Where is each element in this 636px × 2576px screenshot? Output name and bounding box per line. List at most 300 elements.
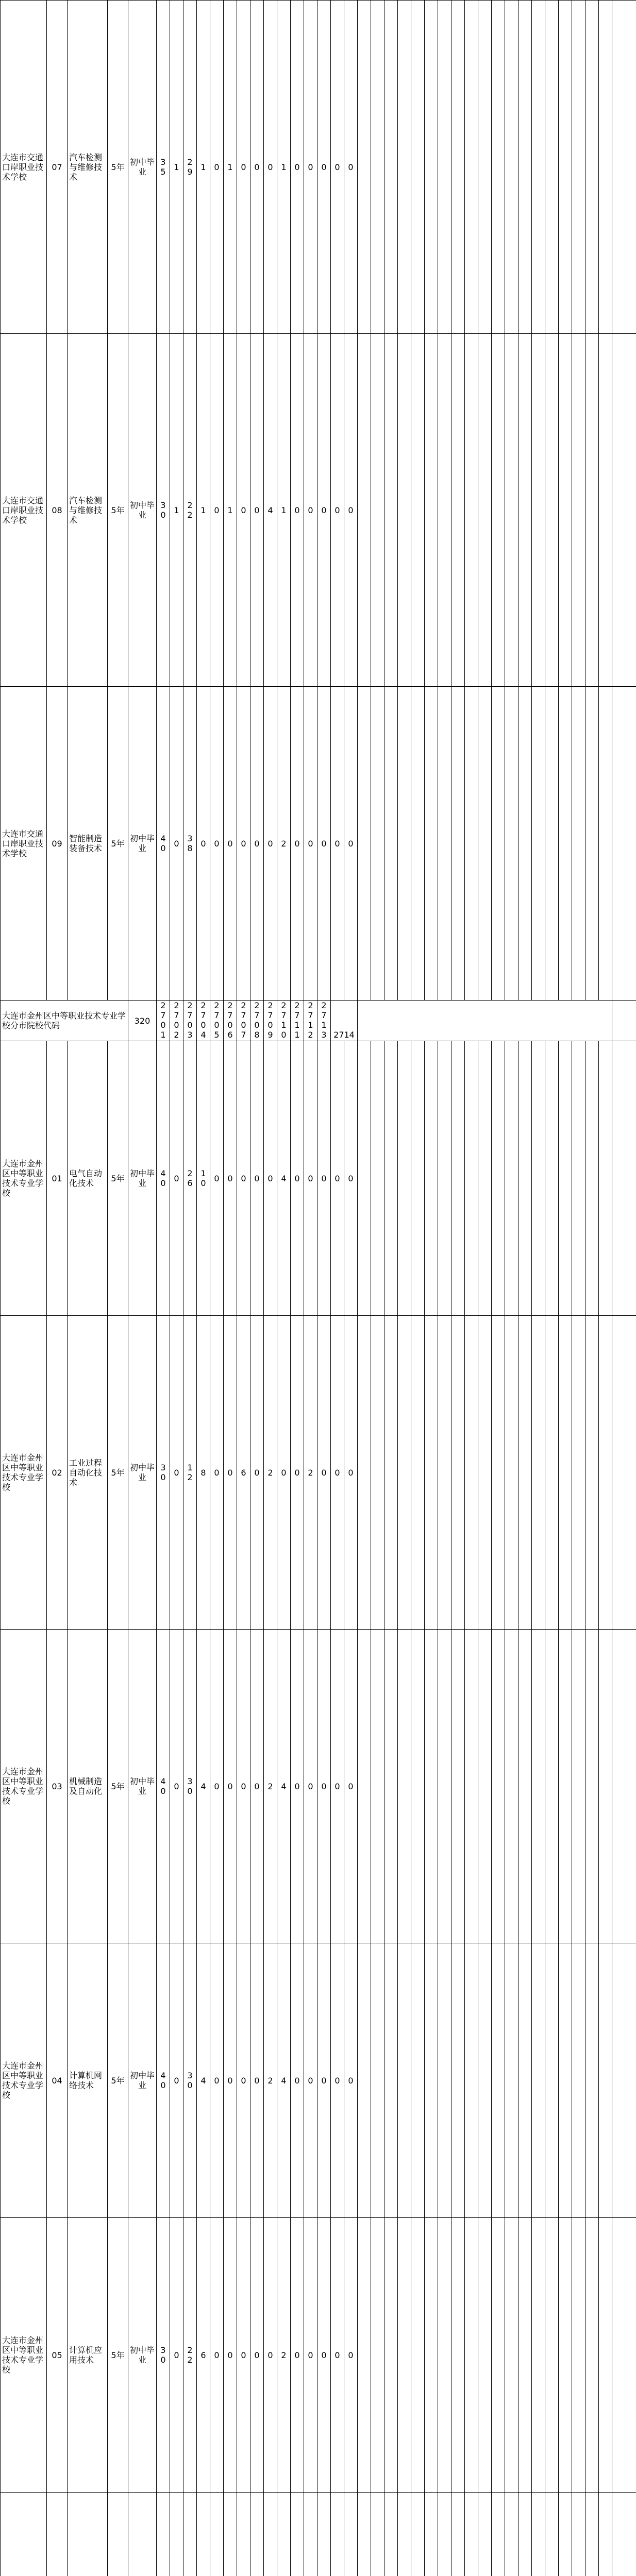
blank-cell (545, 334, 559, 687)
blank-cell (358, 687, 371, 1001)
district-quota-cell: 4 (197, 1943, 210, 2218)
district-quota-cell: 0 (170, 1316, 183, 1630)
blank-cell (612, 2218, 636, 2493)
major-name-cell: 智能制造装备技术 (68, 687, 108, 1001)
sub-institution-code-cell: 2708 (250, 1001, 264, 1041)
blank-cell (384, 1630, 398, 1943)
blank-cell (438, 687, 451, 1001)
blank-cell (465, 1041, 478, 1316)
district-quota-cell: 22 (183, 2218, 197, 2493)
entry-requirement-cell (128, 2493, 157, 2576)
entry-requirement-cell: 初中毕业 (128, 1630, 157, 1943)
blank-cell (398, 1943, 411, 2218)
blank-cell (585, 1630, 599, 1943)
major-name-cell: 电气自动化技术 (68, 1041, 108, 1316)
blank-cell (545, 1630, 559, 1943)
blank-cell (398, 1316, 411, 1630)
blank-cell (612, 1, 636, 334)
blank-cell (572, 1041, 585, 1316)
blank-cell (518, 1630, 532, 1943)
district-quota-cell: 29 (183, 1, 197, 334)
blank-cell (358, 1630, 371, 1943)
blank-cell (398, 687, 411, 1001)
district-quota-cell: 0 (237, 687, 250, 1001)
blank-cell (559, 1316, 572, 1630)
blank-cell (425, 334, 438, 687)
blank-cell (572, 334, 585, 687)
major-name-cell: 计算机应用技术 (68, 2218, 108, 2493)
blank-cell (572, 1316, 585, 1630)
blank-cell (384, 1943, 398, 2218)
district-quota-cell: 4 (277, 1943, 291, 2218)
plan-total-cell: 40 (157, 1943, 170, 2218)
blank-cell (465, 1630, 478, 1943)
blank-cell (451, 334, 465, 687)
blank-cell (599, 1943, 612, 2218)
district-quota-cell: 1 (197, 1, 210, 334)
district-quota-cell: 10 (197, 1041, 210, 1316)
district-quota-cell: 0 (304, 687, 317, 1001)
plan-total-cell: 30 (157, 1316, 170, 1630)
district-quota-cell: 0 (331, 687, 344, 1001)
district-quota-cell (197, 2493, 210, 2576)
blank-cell (478, 687, 492, 1001)
blank-cell (572, 1, 585, 334)
program-code-cell: 09 (47, 687, 68, 1001)
district-quota-cell: 2 (264, 1316, 277, 1630)
blank-cell (599, 2218, 612, 2493)
district-quota-cell: 22 (183, 334, 197, 687)
blank-cell (505, 1, 518, 334)
blank-cell (384, 2218, 398, 2493)
duration-cell: 5年 (108, 2218, 128, 2493)
blank-cell (358, 1, 371, 334)
blank-cell (358, 2493, 371, 2576)
blank-cell (398, 2218, 411, 2493)
district-quota-cell: 0 (210, 1630, 224, 1943)
blank-cell (465, 2218, 478, 2493)
entry-requirement-cell: 初中毕业 (128, 687, 157, 1001)
blank-cell (505, 334, 518, 687)
blank-cell (492, 334, 505, 687)
blank-cell (559, 334, 572, 687)
blank-cell (425, 687, 438, 1001)
blank-cell (518, 1, 532, 334)
district-quota-cell: 1 (224, 1, 237, 334)
blank-cell (384, 1041, 398, 1316)
blank-cell (438, 334, 451, 687)
program-code-cell: 08 (47, 334, 68, 687)
district-quota-cell: 0 (304, 1943, 317, 2218)
duration-cell: 5年 (108, 1, 128, 334)
blank-cell (572, 687, 585, 1001)
district-quota-cell (291, 2493, 304, 2576)
school-name-cell: 大连市金州区中等职业技术专业学校 (1, 1630, 47, 1943)
blank-cell (411, 1943, 425, 2218)
blank-cell (451, 1, 465, 334)
blank-cell (358, 1041, 371, 1316)
blank-cell (371, 1630, 384, 1943)
district-quota-cell: 0 (237, 2218, 250, 2493)
district-quota-cell: 0 (224, 1943, 237, 2218)
duration-cell: 5年 (108, 1943, 128, 2218)
duration-cell: 5年 (108, 687, 128, 1001)
district-quota-cell (210, 2493, 224, 2576)
blank-cell (398, 1041, 411, 1316)
blank-cell (358, 334, 371, 687)
program-row (1, 2218, 636, 2493)
blank-cell (478, 1316, 492, 1630)
district-quota-cell: 0 (317, 1943, 331, 2218)
blank-cell (478, 1630, 492, 1943)
entry-requirement-cell: 初中毕业 (128, 2218, 157, 2493)
district-quota-cell: 12 (183, 1316, 197, 1630)
blank-cell (612, 1316, 636, 1630)
district-quota-cell: 2 (277, 2218, 291, 2493)
sub-institution-code-cell: 2712 (304, 1001, 317, 1041)
district-quota-cell: 0 (317, 1, 331, 334)
blank-cell (532, 334, 545, 687)
sub-institution-code-cell: 2704 (197, 1001, 210, 1041)
district-quota-cell: 0 (170, 1943, 183, 2218)
program-row (1, 1943, 636, 2218)
blank-cell (545, 2218, 559, 2493)
district-quota-cell: 0 (237, 334, 250, 687)
district-quota-cell (183, 2493, 197, 2576)
blank-cell (545, 2493, 559, 2576)
blank-cell (384, 687, 398, 1001)
blank-cell (612, 687, 636, 1001)
entry-requirement-cell: 初中毕业 (128, 1316, 157, 1630)
blank-cell (384, 334, 398, 687)
blank-cell (371, 2493, 384, 2576)
blank-cell (371, 687, 384, 1001)
plan-total-cell (157, 2493, 170, 2576)
blank-cell (559, 1630, 572, 1943)
blank-cell (438, 2493, 451, 2576)
district-quota-cell: 0 (344, 1041, 358, 1316)
district-quota-cell: 2 (264, 1943, 277, 2218)
district-quota-cell: 0 (277, 1316, 291, 1630)
district-quota-cell: 0 (344, 334, 358, 687)
district-quota-cell: 38 (183, 687, 197, 1001)
school-name-cell: 大连市交通口岸职业技术学校 (1, 334, 47, 687)
plan-total-cell: 40 (157, 687, 170, 1001)
blank-cell (518, 1041, 532, 1316)
sub-institution-code-cell: 2714 (331, 1001, 358, 1041)
program-code-cell: 04 (47, 1943, 68, 2218)
district-quota-cell: 8 (197, 1316, 210, 1630)
blank-cell (545, 1041, 559, 1316)
blank-cell (411, 687, 425, 1001)
blank-cell (572, 2218, 585, 2493)
program-row (1, 1041, 636, 1316)
program-row (1, 2493, 636, 2576)
district-quota-cell: 0 (237, 1630, 250, 1943)
district-quota-cell: 0 (170, 2218, 183, 2493)
blank-cell (425, 2493, 438, 2576)
district-quota-cell (264, 2493, 277, 2576)
blank-cell (545, 1, 559, 334)
major-name-cell (68, 2493, 108, 2576)
blank-cell (559, 2218, 572, 2493)
blank-cell (585, 1943, 599, 2218)
major-name-cell: 计算机网络技术 (68, 1943, 108, 2218)
district-quota-cell: 2 (304, 1316, 317, 1630)
blank-cell (492, 1041, 505, 1316)
entry-requirement-cell: 初中毕业 (128, 1041, 157, 1316)
blank-cell (451, 687, 465, 1001)
plan-total-cell: 40 (157, 1630, 170, 1943)
district-quota-cell: 0 (331, 1943, 344, 2218)
district-quota-cell: 0 (237, 1041, 250, 1316)
district-quota-cell (331, 2493, 344, 2576)
blank-cell (425, 1316, 438, 1630)
blank-cell (411, 1630, 425, 1943)
blank-cell (518, 2493, 532, 2576)
district-quota-cell: 0 (317, 334, 331, 687)
major-name-cell: 机械制造及自动化 (68, 1630, 108, 1943)
district-quota-cell: 1 (277, 1, 291, 334)
blank-cell (492, 1943, 505, 2218)
district-quota-cell: 0 (224, 687, 237, 1001)
district-quota-cell: 1 (277, 334, 291, 687)
blank-cell (478, 1, 492, 334)
blank-cell (585, 1, 599, 334)
blank-cell (478, 1943, 492, 2218)
blank-cell (572, 1630, 585, 1943)
duration-cell: 5年 (108, 1630, 128, 1943)
blank-cell (559, 1041, 572, 1316)
blank-cell (518, 1943, 532, 2218)
blank-cell (585, 2218, 599, 2493)
blank-cell (371, 1316, 384, 1630)
district-quota-cell: 1 (224, 334, 237, 687)
blank-cell (492, 1, 505, 334)
sub-institution-code-cell: 2703 (183, 1001, 197, 1041)
blank-cell (425, 1943, 438, 2218)
blank-cell (532, 1, 545, 334)
duration-cell: 5年 (108, 334, 128, 687)
entry-requirement-cell: 初中毕业 (128, 334, 157, 687)
district-quota-cell: 0 (317, 1630, 331, 1943)
duration-cell (108, 2493, 128, 2576)
program-code-cell (47, 2493, 68, 2576)
district-quota-cell: 0 (210, 1943, 224, 2218)
district-quota-cell: 0 (224, 1630, 237, 1943)
district-quota-cell: 0 (291, 2218, 304, 2493)
sub-institution-code-cell: 2713 (317, 1001, 331, 1041)
district-quota-cell: 0 (317, 2218, 331, 2493)
blank-cell (585, 2493, 599, 2576)
blank-cell (398, 1630, 411, 1943)
district-quota-cell: 0 (331, 334, 344, 687)
blank-cell (398, 334, 411, 687)
district-quota-cell: 0 (304, 1630, 317, 1943)
blank-cell (599, 2493, 612, 2576)
plan-total-cell: 30 (157, 2218, 170, 2493)
blank-cell (532, 2218, 545, 2493)
sub-institution-code-cell: 2701 (157, 1001, 170, 1041)
duration-cell: 5年 (108, 1316, 128, 1630)
blank-cell (599, 1, 612, 334)
blank-cell (371, 334, 384, 687)
blank-cell (425, 1041, 438, 1316)
blank-cell (358, 1943, 371, 2218)
district-quota-cell: 4 (277, 1630, 291, 1943)
sub-institution-code-cell: 2705 (210, 1001, 224, 1041)
district-quota-cell: 0 (304, 2218, 317, 2493)
district-quota-cell: 0 (291, 334, 304, 687)
sub-institution-code-cell: 2709 (264, 1001, 277, 1041)
plan-total-cell: 35 (157, 1, 170, 334)
district-quota-cell: 0 (170, 1630, 183, 1943)
district-quota-cell: 0 (331, 2218, 344, 2493)
entry-requirement-cell: 初中毕业 (128, 1, 157, 334)
blank-cell (505, 687, 518, 1001)
blank-cell (478, 334, 492, 687)
blank-cell (411, 1316, 425, 1630)
district-quota-cell: 0 (304, 1, 317, 334)
entry-requirement-cell: 初中毕业 (128, 1943, 157, 2218)
blank-cell (505, 1943, 518, 2218)
blank-cell (492, 2493, 505, 2576)
program-row (1, 1316, 636, 1630)
district-quota-cell: 0 (304, 334, 317, 687)
blank-cell (438, 1630, 451, 1943)
blank-cell (545, 687, 559, 1001)
blank-cell (438, 1041, 451, 1316)
blank-cell (559, 1, 572, 334)
district-quota-cell: 26 (183, 1041, 197, 1316)
blank-cell (451, 2218, 465, 2493)
blank-cell (518, 334, 532, 687)
blank-cell (384, 1316, 398, 1630)
blank-cell (599, 687, 612, 1001)
blank-cell (438, 2218, 451, 2493)
district-quota-cell: 0 (304, 1041, 317, 1316)
blank-cell (585, 1041, 599, 1316)
blank-cell (384, 2493, 398, 2576)
district-quota-cell: 2 (264, 1630, 277, 1943)
program-row (1, 334, 636, 687)
blank-cell (451, 1630, 465, 1943)
district-quota-cell: 4 (277, 1041, 291, 1316)
blank-cell (465, 687, 478, 1001)
blank-cell (612, 2493, 636, 2576)
blank-cell (371, 1943, 384, 2218)
district-quota-cell: 6 (197, 2218, 210, 2493)
blank-cell (465, 334, 478, 687)
blank-cell (411, 334, 425, 687)
blank-cell (612, 1943, 636, 2218)
blank-cell (438, 1, 451, 334)
school-name-cell: 大连市金州区中等职业技术专业学校 (1, 1041, 47, 1316)
blank-cell (505, 1041, 518, 1316)
blank-cell (478, 2218, 492, 2493)
district-quota-cell: 0 (170, 1041, 183, 1316)
school-name-cell: 大连市金州区中等职业技术专业学校 (1, 2218, 47, 2493)
sub-institution-code-cell: 2710 (277, 1001, 291, 1041)
district-quota-cell (250, 2493, 264, 2576)
district-quota-cell: 0 (250, 1316, 264, 1630)
blank-cell (572, 1943, 585, 2218)
district-quota-cell: 0 (264, 1, 277, 334)
blank-cell (612, 1630, 636, 1943)
blank-cell (585, 687, 599, 1001)
blank-cell (358, 1316, 371, 1630)
district-quota-cell: 6 (237, 1316, 250, 1630)
blank-cell (411, 1, 425, 334)
district-quota-cell: 0 (331, 1316, 344, 1630)
school-name-cell: 大连市金州区中等职业技术专业学校 (1, 1316, 47, 1630)
district-quota-cell: 4 (197, 1630, 210, 1943)
district-quota-cell: 30 (183, 1943, 197, 2218)
institution-code-row (1, 1001, 636, 1041)
school-name-cell: 大连市交通口岸职业技术学校 (1, 1, 47, 334)
blank-cell (411, 2218, 425, 2493)
blank-cell (505, 2218, 518, 2493)
blank-cell (425, 2218, 438, 2493)
district-quota-cell: 4 (264, 334, 277, 687)
program-row (1, 1, 636, 334)
district-quota-cell: 0 (210, 1041, 224, 1316)
blank-cell (425, 1630, 438, 1943)
school-name-cell: 大连市金州区中等职业技术专业学校 (1, 1943, 47, 2218)
district-quota-cell: 1 (197, 334, 210, 687)
blank-cell (518, 1316, 532, 1630)
blank-cell (451, 1943, 465, 2218)
blank-cell (358, 2218, 371, 2493)
institution-name-cell: 大连市金州区中等职业技术专业学校分市院校代码 (1, 1001, 128, 1041)
blank-cell (505, 1316, 518, 1630)
district-quota-cell: 0 (210, 1, 224, 334)
district-quota-cell: 0 (317, 1316, 331, 1630)
plan-total-cell: 40 (157, 1041, 170, 1316)
blank-cell (559, 1943, 572, 2218)
blank-cell (438, 1316, 451, 1630)
program-code-cell: 01 (47, 1041, 68, 1316)
blank-cell (371, 1041, 384, 1316)
district-quota-cell: 0 (291, 1943, 304, 2218)
district-quota-cell (224, 2493, 237, 2576)
district-quota-cell: 0 (250, 1630, 264, 1943)
blank-cell (545, 1316, 559, 1630)
blank-cell (599, 1630, 612, 1943)
institution-plan-total-cell: 320 (128, 1001, 157, 1041)
district-quota-cell: 0 (197, 687, 210, 1001)
blank-cell (532, 1316, 545, 1630)
major-name-cell: 汽车检测与维修技术 (68, 1, 108, 334)
blank-cell (465, 1, 478, 334)
district-quota-cell (237, 2493, 250, 2576)
blank-cell (411, 2493, 425, 2576)
district-quota-cell: 0 (344, 1316, 358, 1630)
blank-cell (398, 2493, 411, 2576)
district-quota-cell (344, 2493, 358, 2576)
district-quota-cell: 0 (344, 1630, 358, 1943)
sub-institution-code-cell: 2706 (224, 1001, 237, 1041)
blank-cell (599, 334, 612, 687)
district-quota-cell: 0 (344, 1, 358, 334)
blank-cell (599, 1316, 612, 1630)
district-quota-cell: 0 (317, 1041, 331, 1316)
district-quota-cell: 0 (331, 1630, 344, 1943)
blank-cell (532, 2493, 545, 2576)
district-quota-cell: 0 (250, 1, 264, 334)
district-quota-cell: 0 (331, 1, 344, 334)
district-quota-cell: 0 (291, 1041, 304, 1316)
